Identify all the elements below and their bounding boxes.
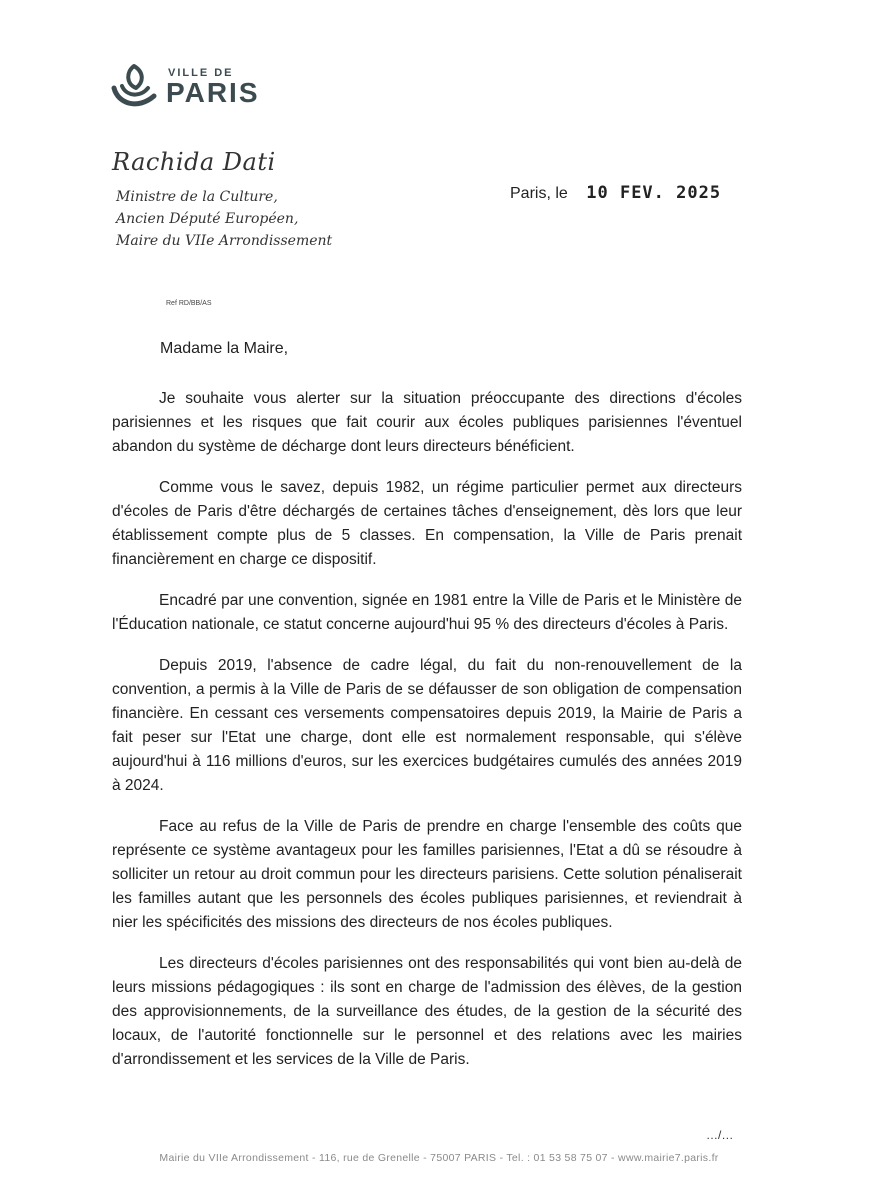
- letter-body: [112, 387, 742, 1089]
- continuation-mark: …/…: [706, 1128, 734, 1142]
- footer-address: Mairie du VIIe Arrondissement - 116, rue de Grenelle - 75007 PARIS - Tel. : 01 53 58 75 07 - www.mairie7.paris.fr: [159, 1152, 719, 1164]
- sender-titles: [116, 186, 332, 252]
- sender-block: [112, 148, 332, 252]
- body-paragraph: Face au refus de la Ville de Paris de prendre en charge l'ensemble des coûts que représente ce système avantageux pour les familles parisiennes, l'Etat a dû se résoudre à solliciter un retour au droit commun pour les directeurs parisiens. Cette solution pénaliserait les familles autant que les personnels des écoles publiques parisiennes, et reviendrait à nier les spécificités des missions des directeurs de nos écoles publiques.: [112, 818, 742, 931]
- ville-de-paris-logo: [108, 58, 288, 114]
- sender-title: Ministre de la Culture,: [116, 189, 278, 205]
- body-paragraph: Les directeurs d'écoles parisiennes ont des responsabilités qui vont bien au-delà de leurs missions pédagogiques : ils sont en charge de l'admission des élèves, de la gestion des approvisionnements, de la surveillance des études, de la gestion de la sécurité des locaux, de l'autorité fonctionnelle sur le personnel et des relations avec les mairies d'arrondissement et les services de la Ville de Paris.: [112, 955, 742, 1068]
- body-paragraph: Je souhaite vous alerter sur la situation préoccupante des directions d'écoles parisiennes et les risques que fait courir aux écoles publiques parisiennes l'éventuel abandon du système de décharge dont leurs directeurs bénéficient.: [112, 390, 742, 455]
- date-stamp: 10 FEV. 2025: [586, 183, 722, 203]
- sender-name: Rachida Dati: [112, 148, 276, 176]
- date-prefix: Paris, le: [510, 185, 568, 202]
- salutation: Madame la Maire,: [160, 340, 289, 357]
- date-line: [510, 183, 721, 203]
- sender-title: Ancien Député Européen,: [116, 211, 299, 227]
- sender-title: Maire du VIIe Arrondissement: [116, 233, 333, 249]
- reference: Ref RD/BB/AS: [166, 300, 212, 307]
- logo-paris: PARIS: [166, 77, 260, 108]
- body-paragraph: Comme vous le savez, depuis 1982, un régime particulier permet aux directeurs d'écoles de Paris d'être déchargés de certaines tâches d'enseignement, dès lors que leur établissement compte plus de 5 classes. En compensation, la Ville de Paris prenait financièrement en charge ce dispositif.: [112, 479, 742, 568]
- logo-ville-de: VILLE DE: [168, 67, 234, 79]
- body-paragraph: Encadré par une convention, signée en 1981 entre la Ville de Paris et le Ministère de l'Éducation nationale, ce statut concerne aujourd'hui 95 % des directeurs d'écoles à Paris.: [112, 592, 742, 633]
- paris-boat-emblem-icon: [108, 58, 164, 114]
- body-paragraph: Depuis 2019, l'absence de cadre légal, du fait du non-renouvellement de la convention, a permis à la Ville de Paris de se défausser de son obligation de compensation financière. En cessant ces versements compensatoires depuis 2019, la Mairie de Paris a fait peser sur l'Etat une charge, dont elle est normalement responsable, qui s'élève aujourd'hui à 116 millions d'euros, sur les exercices budgétaires cumulés des années 2019 à 2024.: [112, 657, 742, 794]
